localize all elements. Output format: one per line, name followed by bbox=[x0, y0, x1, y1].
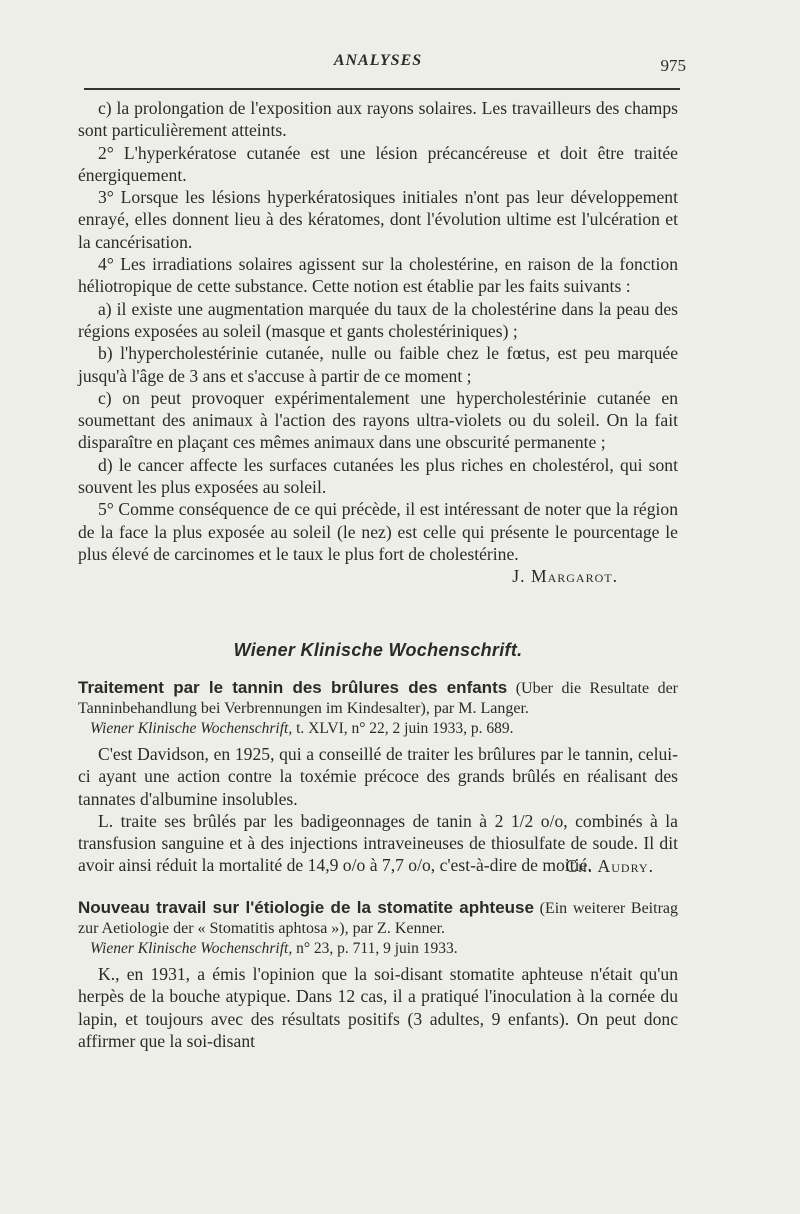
article-title-main: Traitement par le tannin des brûlures des enfants bbox=[78, 678, 508, 697]
previous-analysis-text bbox=[78, 97, 678, 588]
article-citation bbox=[90, 719, 678, 739]
author-signature: J. Margarot. bbox=[512, 566, 618, 587]
paragraph: 3° Lorsque les lésions hyperkératosiques initiales n'ont pas leur développement enrayé, elles donnent lieu à des kératomes, dont l'évolution ultime est l'ulcération et la cancérisation. bbox=[78, 187, 678, 252]
paragraph: 4° Les irradiations solaires agissent sur la cholestérine, en raison de la fonction héliotropique de cette substance. Cette notion est établie par les faits suivants : bbox=[78, 254, 678, 297]
paragraph: b) l'hypercholestérinie cutanée, nulle ou faible chez le fœtus, est peu marquée jusqu'à l'âge de 3 ans et s'accuse à partir de ce moment ; bbox=[78, 343, 678, 386]
citation-details: n° 23, p. 711, 9 juin 1933. bbox=[296, 940, 458, 957]
article-citation bbox=[90, 939, 678, 959]
paragraph: a) il existe une augmentation marquée du taux de la cholestérine dans la peau des régions exposées au soleil (masque et gants cholestériniques) ; bbox=[78, 298, 678, 341]
paragraph: L. traite ses brûlés par les badigeonnages de tanin à 2 1/2 o/o, combinés à la transfusion sanguine et à des injections intraveineuses de thiosulfate de soude. Il dit avoir ainsi réduit la mortalité de 14,9 o/o à 7,7 o/o, c'est-à-dire de moitié. bbox=[78, 810, 678, 876]
article-title bbox=[78, 678, 678, 719]
article-reference: (Ein weiterer Beitrag zur Aetiologie der « Stomatitis aphtosa »), par Z. Kenner. bbox=[78, 900, 679, 937]
paragraph: d) le cancer affecte les surfaces cutanées les plus riches en cholestérol, qui sont souvent les plus exposées au soleil. bbox=[78, 454, 678, 498]
running-title: ANALYSES bbox=[333, 52, 423, 69]
journal-heading: Wiener Klinische Wochenschrift. bbox=[233, 640, 523, 660]
author-signature: Ch. Audry. bbox=[565, 855, 654, 876]
article-reference: (Uber die Resultate der Tanninbehandlung bei Verbrennungen im Kindesalter), par M. Langer. bbox=[78, 680, 679, 717]
journal-name: Wiener Klinische Wochenschrift, bbox=[90, 940, 293, 957]
paragraph: c) on peut provoquer expérimentalement une hypercholestérinie cutanée en soumettant des animaux à l'action des rayons ultra-violets ou du soleil. On la fait disparaître en plaçant ces mêmes animaux dans une obscurité permanente ; bbox=[78, 387, 678, 453]
header-rule bbox=[84, 88, 680, 90]
paragraph: 2° L'hyperkératose cutanée est une lésion précancéreuse et doit être traitée énergiquement. bbox=[78, 142, 678, 185]
paragraph: 5° Comme conséquence de ce qui précède, il est intéressant de noter que la région de la face la plus exposée au soleil (le nez) est celle qui présente le pourcentage le plus élevé de carcinomes et le taux le plus fort de cholestérine. bbox=[78, 499, 678, 564]
journal-name: Wiener Klinische Wochenschrift, bbox=[90, 720, 293, 737]
article-tannin bbox=[78, 678, 678, 877]
page-header bbox=[78, 52, 686, 75]
paragraph: K., en 1931, a émis l'opinion que la soi-disant stomatite aphteuse n'était qu'un herpès de la bouche atypique. Dans 12 cas, il a pratiqué l'inoculation à la cornée du lapin, et toujours avec des résultats positifs (3 adultes, 9 enfants). On peut donc affirmer que la soi-disant bbox=[78, 964, 678, 1051]
article-stomatitis bbox=[78, 898, 678, 1052]
page-number: 975 bbox=[660, 56, 686, 75]
article-title-main: Nouveau travail sur l'étiologie de la stomatite aphteuse bbox=[78, 898, 534, 917]
paragraph: C'est Davidson, en 1925, qui a conseillé de traiter les brûlures par le tannin, celui-ci ayant une action contre la toxémie précoce des grands brûlés en réalisant des tannates d'albumine insolubles. bbox=[78, 744, 678, 809]
article-title bbox=[78, 898, 678, 939]
citation-details: t. XLVI, n° 22, 2 juin 1933, p. 689. bbox=[296, 720, 514, 737]
paragraph: c) la prolongation de l'exposition aux rayons solaires. Les travailleurs des champs sont particulièrement atteints. bbox=[78, 98, 678, 141]
